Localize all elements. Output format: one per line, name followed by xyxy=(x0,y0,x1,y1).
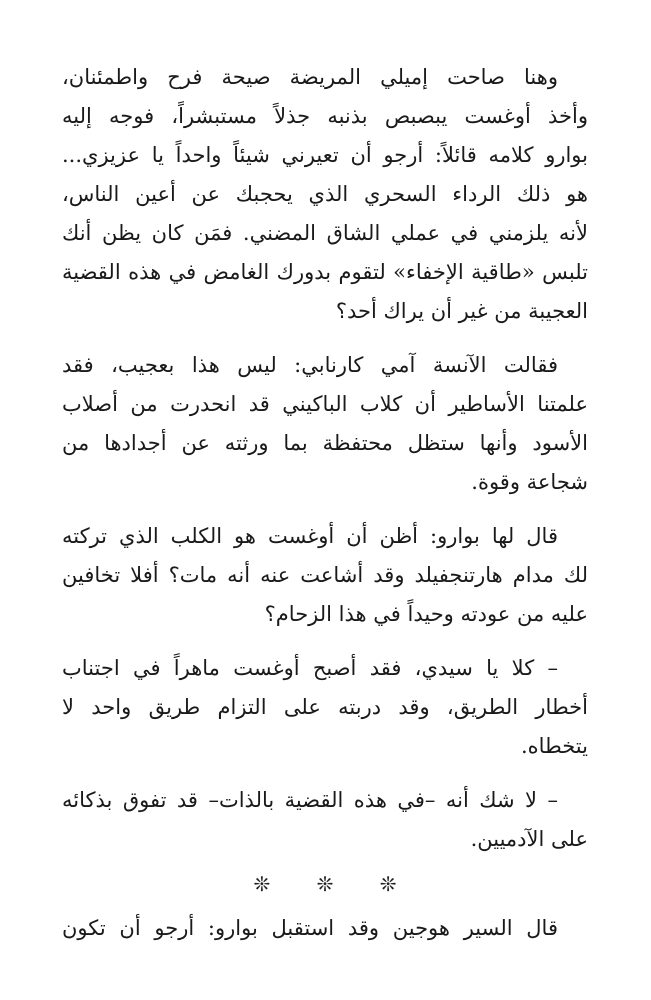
paragraph-3 xyxy=(62,517,588,634)
text-line: قال السير هوجين وقد استقبل بوارو: أرجو أن تكون xyxy=(62,916,558,940)
paragraph-4 xyxy=(62,649,588,766)
text-line: لأنه يلزمني في عملي الشاق المضني. فمَن كان يظن أنك xyxy=(62,221,588,245)
paragraph-2 xyxy=(62,346,588,502)
text-line: العجيبة من غير أن يراك أحد؟ xyxy=(335,299,588,323)
text-line: يتخطاه. xyxy=(520,734,588,758)
text-line: الأسود وأنها ستظل محتفظة بما ورثته عن أجدادها من xyxy=(62,431,588,455)
text-line: أخطار الطريق، وقد دربته على التزام طريق واحد لا xyxy=(62,695,588,719)
text-line: لك مدام هارتنجفيلد وقد أشاعت عنه أنه مات؟ أفلا تخافين xyxy=(62,563,588,587)
text-line: عليه من عودته وحيداً في هذا الزحام؟ xyxy=(264,602,588,626)
text-line: شجاعة وقوة. xyxy=(471,470,588,494)
text-line: – لا شك أنه –في هذه القضية بالذات– قد تفوق بذكائه xyxy=(62,788,558,812)
book-page xyxy=(62,58,588,948)
text-line: هو ذلك الرداء السحري الذي يحجبك عن أعين الناس، xyxy=(62,182,588,206)
text-line: قال لها بوارو: أظن أن أوغست هو الكلب الذي تركته xyxy=(62,524,558,548)
paragraph-5 xyxy=(62,781,588,859)
section-separator: ❊ ❊ ❊ xyxy=(253,872,417,896)
text-line: بوارو كلامه قائلاً: أرجو أن تعيرني شيئاً واحداً يا عزيزي... xyxy=(62,143,588,167)
paragraph-6 xyxy=(62,909,588,948)
text-line: تلبس «طاقية الإخفاء» لتقوم بدورك الغامض في هذه القضية xyxy=(62,260,588,284)
paragraph-1 xyxy=(62,58,588,331)
text-line: فقالت الآنسة آمي كارنابي: ليس هذا بعجيب، فقد xyxy=(62,353,558,377)
text-line: – كلا يا سيدي، فقد أصبح أوغست ماهراً في اجتناب xyxy=(62,656,558,680)
text-line: على الآدميين. xyxy=(470,827,588,851)
text-line: وأخذ أوغست يبصبص بذنبه جذلاً مستبشراً، فوجه إليه xyxy=(62,104,588,128)
text-line: وهنا صاحت إميلي المريضة صيحة فرح واطمئنان، xyxy=(62,65,558,89)
text-line: علمتنا الأساطير أن كلاب الباكيني قد انحدرت من أصلاب xyxy=(62,392,588,416)
